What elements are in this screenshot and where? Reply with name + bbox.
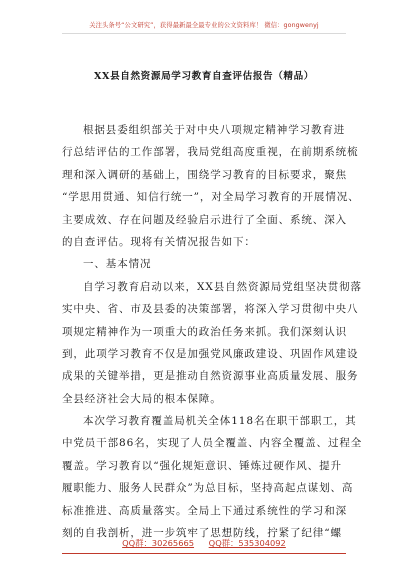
paragraph-line: 中党员干部86名，实现了人员全覆盖、内容全覆盖、过程全 (62, 437, 363, 450)
paragraph-line: 全县经济社会大局的根本保障。 (62, 392, 222, 405)
paragraph-line: 行总结评估的工作部署，我局党组高度重视，在前期系统梳 (62, 146, 359, 159)
paragraph-line: 自学习教育启动以来，XX县自然资源局党组坚决贯彻落 (83, 280, 362, 293)
paragraph-line: 根据县委组织部关于对中央八项规定精神学习教育进 (83, 124, 346, 136)
paragraph-line: 主要成效、存在问题及经验启示进行了全面、系统、深入 (62, 213, 347, 226)
footer-divider (62, 553, 346, 554)
paragraph-line: 的自查评估。现将有关情况报告如下： (62, 235, 256, 248)
paragraph-line: 成果的关键举措，更是推动自然资源事业高质量发展、服务 (62, 370, 359, 383)
paragraph-line: 本次学习教育覆盖局机关全体118名在职干部职工，其 (83, 415, 357, 428)
paragraph-line: 一、基本情况 (83, 258, 152, 271)
document-body (62, 119, 363, 544)
paragraph-line: 理和深入调研的基础上，围绕学习教育的目标要求，聚焦 (62, 168, 347, 181)
paragraph-line: 履职能力、服务人民群众”为总目标，坚持高起点谋划、高 (62, 482, 354, 495)
paragraph-line: 项规定精神作为一项重大的政治任务来抓。我们深刻认识 (62, 325, 347, 338)
paragraph-line: “学思用贯通、知信行统一”，对全局学习教育的开展情况、 (62, 191, 360, 204)
header-divider (62, 33, 346, 34)
qq-group-1: QQ群：30265665 (122, 538, 195, 548)
header-banner: 关注头条号“公文研究”，获得最新最全最专业的公文资料库！ 微信：gongwenyj (89, 22, 319, 29)
paragraph-line: 标准推进、高质量落实。全局上下通过系统性的学习和深 (62, 504, 347, 517)
paragraph-line: 到，此项学习教育不仅是加强党风廉政建设、巩固作风建设 (62, 347, 359, 360)
paragraph-line: 刻的自我剖析，进一步筑牢了思想防线，拧紧了纪律“螺 (62, 527, 342, 540)
paragraph-line: 实中央、省、市及县委的决策部署，将深入学习贯彻中央八 (62, 303, 359, 316)
footer-contact (0, 537, 408, 549)
document-title: XX县自然资源局学习教育自查评估报告（精品） (94, 71, 314, 82)
paragraph-line: 覆盖。学习教育以“强化规矩意识、锤炼过硬作风、提升 (62, 459, 342, 472)
qq-group-2: QQ群：535304092 (208, 538, 286, 548)
